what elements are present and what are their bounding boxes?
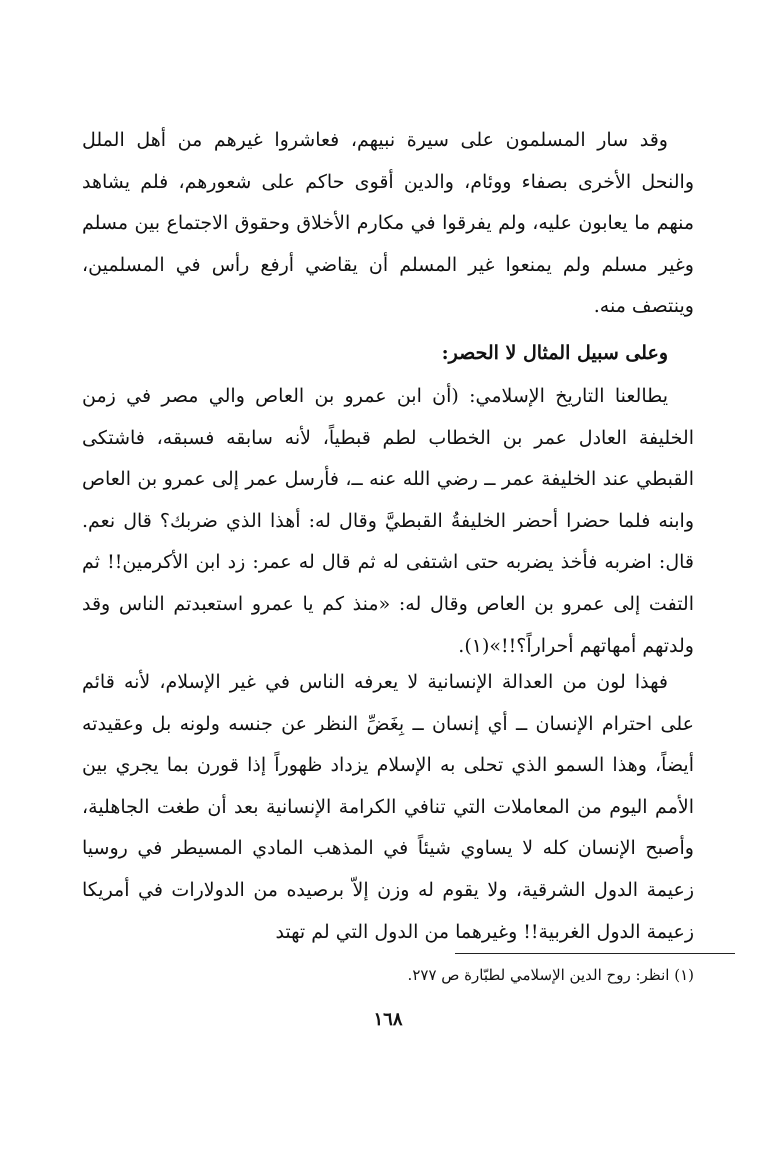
footnote-divider xyxy=(455,953,735,954)
book-page xyxy=(82,0,694,1156)
paragraph-muslims-coexistence: وقد سار المسلمون على سيرة نبيهم، فعاشروا غيرهم من أهل الملل والنحل الأخرى بصفاء ووئام، والدين أقوى حاكم على شعورهم، فلم يشاهد منهم ما يعابون عليه، ولم يفرقوا في مكارم الأخلاق وحقوق الاجتماع بين مسلم وغير مسلم ولم يمنعوا غير المسلم أن يقاضي أرفع رأس في المسلمين، وينتصف منه. xyxy=(82,129,694,318)
paragraph-human-justice: فهذا لون من العدالة الإنسانية لا يعرفه الناس في غير الإسلام، لأنه قائم على احترام الإنسان ــ أي إنسان ــ بِغَضِّ النظر عن جنسه ولونه بل وعقيدته أيضاً، وهذا السمو الذي تحلى به الإسلام يزداد ظهوراً إذا قورن بما يجري بين الأمم اليوم من المعاملات التي تنافي الكرامة الإنسانية بعد أن طغت الجاهلية، وأصبح الإنسان كله لا يساوي شيئاً في المذهب المادي المسيطر في روسيا زعيمة الدول الشرقية، ولا يقوم له وزن إلاّ برصيده من الدولارات في أمريكا زعيمة الدول الغربية!! وغيرهما من الدول التي لم تهتد xyxy=(82,671,694,943)
footnote: (١) انظر: روح الدين الإسلامي لطبّارة ص ٢٧٧. xyxy=(407,966,694,984)
section-heading: وعلى سبيل المثال لا الحصر: xyxy=(441,342,668,364)
page-number: ١٦٨ xyxy=(373,1009,403,1030)
paragraph-historical-story: يطالعنا التاريخ الإسلامي: (أن ابن عمرو بن العاص والي مصر في زمن الخليفة العادل عمر بن الخطاب لطم قبطياً، لأنه سابقه فسبقه، فاشتكى القبطي عند الخليفة عمر ــ رضي الله عنه ــ، فأرسل عمر إلى عمرو بن العاص وابنه فلما حضرا أحضر الخليفةُ القبطيَّ وقال له: أهذا الذي ضربك؟ قال نعم. قال: اضربه فأخذ يضربه حتى اشتفى له ثم قال له عمر: زد ابن الأكرمين!! ثم التفت إلى عمرو بن العاص وقال له: «منذ كم يا عمرو استعبدتم الناس وقد ولدتهم أمهاتهم أحراراً؟!!»(١). xyxy=(82,385,694,657)
